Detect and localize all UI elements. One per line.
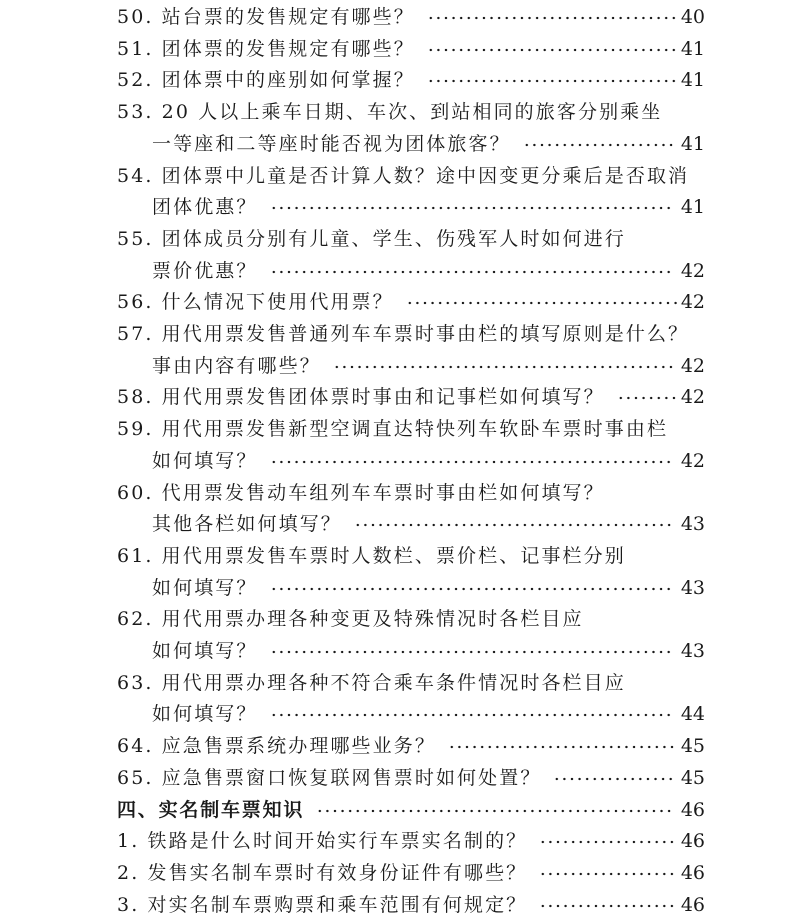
toc-line	[0, 763, 800, 795]
toc-line	[0, 541, 800, 573]
toc-dot-leader	[354, 523, 673, 527]
toc-line	[0, 604, 800, 636]
toc-line	[0, 129, 800, 161]
toc-dot-leader	[539, 872, 676, 876]
toc-dot-leader	[427, 48, 678, 52]
toc-page-number: 42	[680, 386, 705, 409]
toc-entry-text: 56. 什么情况下使用代用票？	[117, 291, 394, 314]
toc-entry-text: 52. 团体票中的座别如何掌握？	[117, 69, 415, 92]
toc-page-number: 46	[680, 861, 705, 884]
toc-entry-text: 61. 用代用票发售车票时人数栏、票价栏、记事栏分别	[117, 544, 626, 567]
toc-entry-text: 55. 团体成员分别有儿童、学生、伤残军人时如何进行	[117, 227, 626, 250]
toc-dot-leader	[406, 301, 680, 305]
toc-dot-leader	[270, 270, 673, 274]
toc-entry-text: 票价优惠？	[152, 259, 258, 282]
toc-page-number: 41	[680, 132, 705, 155]
toc-line	[0, 192, 800, 224]
toc-line	[0, 573, 800, 605]
toc-entry-text: 54. 团体票中儿童是否计算人数？途中因变更分乘后是否取消	[117, 164, 690, 187]
toc-line	[0, 65, 800, 97]
toc-entry-text: 51. 团体票的发售规定有哪些？	[117, 37, 415, 60]
toc-page-number: 43	[680, 513, 705, 536]
toc-dot-leader	[270, 587, 673, 591]
toc-page-number: 42	[680, 449, 705, 472]
toc-line	[0, 636, 800, 668]
toc-dot-leader	[316, 809, 673, 813]
toc-entry-text: 如何填写？	[152, 640, 258, 662]
toc-line	[0, 351, 800, 383]
toc-page-number: 45	[680, 766, 705, 789]
toc-line	[0, 2, 800, 34]
toc-dot-leader	[427, 79, 678, 83]
toc-line	[0, 858, 800, 890]
toc-line	[0, 826, 800, 858]
toc-line	[0, 256, 800, 288]
toc-page-number: 46	[680, 798, 705, 821]
toc-page-number: 41	[680, 196, 705, 219]
toc-dot-leader	[448, 745, 676, 749]
toc-entry-text: 57. 用代用票发售普通列车车票时事由栏的填写原则是什么？	[117, 323, 690, 345]
toc-entry-text: 62. 用代用票办理各种变更及特殊情况时各栏目应	[117, 608, 584, 631]
toc-line	[0, 795, 800, 827]
toc-entry-text: 团体优惠？	[152, 196, 258, 219]
toc-dot-leader	[333, 365, 675, 369]
toc-page-number: 41	[680, 69, 705, 92]
toc-entry-text: 如何填写？	[152, 576, 258, 599]
toc-page-number: 42	[680, 259, 705, 282]
toc-line	[0, 509, 800, 541]
toc-dot-leader	[270, 206, 673, 210]
toc-line	[0, 34, 800, 66]
toc-dot-leader	[427, 16, 678, 20]
toc-page-number: 43	[680, 640, 705, 662]
toc-heading-text: 四、实名制车票知识	[117, 798, 305, 821]
toc-entry-text: 一等座和二等座时能否视为团体旅客？	[152, 132, 511, 155]
toc-page-number: 42	[680, 354, 705, 377]
toc-entry-text: 如何填写？	[152, 703, 258, 726]
toc-line	[0, 224, 800, 256]
toc-entry-text: 65. 应急售票窗口恢复联网售票时如何处置？	[117, 766, 542, 789]
toc-entry-text: 其他各栏如何填写？	[152, 513, 342, 536]
toc-line	[0, 414, 800, 446]
toc-entry-text: 58. 用代用票发售团体票时事由和记事栏如何填写？	[117, 386, 605, 409]
toc-entry-text: 事由内容有哪些？	[152, 354, 321, 377]
toc-line	[0, 161, 800, 193]
toc-line	[0, 287, 800, 319]
toc-entry-text: 64. 应急售票系统办理哪些业务？	[117, 735, 436, 758]
toc-entry-text: 53. 20 人以上乘车日期、车次、到站相同的旅客分别乘坐	[117, 101, 663, 124]
toc-page-number: 42	[680, 291, 705, 314]
toc-page-number: 46	[680, 830, 705, 853]
toc-page-number: 41	[680, 37, 705, 60]
toc-page-number: 43	[680, 576, 705, 599]
toc-entry-text: 60. 代用票发售动车组列车车票时事由栏如何填写？	[117, 481, 605, 504]
toc-entry-text: 1. 铁路是什么时间开始实行车票实名制的？	[117, 830, 528, 853]
toc-line	[0, 382, 800, 414]
toc-entry-text: 59. 用代用票发售新型空调直达特快列车软卧车票时事由栏	[117, 418, 669, 441]
toc-line	[0, 446, 800, 478]
toc-dot-leader	[270, 460, 673, 464]
toc-page-number: 45	[680, 735, 705, 758]
toc-line	[0, 699, 800, 731]
toc-dot-leader	[523, 143, 675, 147]
toc-line	[0, 97, 800, 129]
toc-dot-leader	[270, 650, 673, 654]
toc-dot-leader	[553, 777, 675, 781]
toc-dot-leader	[617, 396, 678, 400]
toc-dot-leader	[539, 840, 676, 844]
toc-entry-text: 3. 对实名制车票购票和乘车范围有何规定？	[117, 893, 528, 916]
toc-line	[0, 668, 800, 700]
toc-line	[0, 890, 800, 921]
toc-line	[0, 731, 800, 763]
toc-dot-leader	[270, 713, 673, 717]
toc-page-number: 44	[680, 703, 705, 726]
toc-entry-text: 63. 用代用票办理各种不符合乘车条件情况时各栏目应	[117, 671, 626, 694]
toc-entry-text: 如何填写？	[152, 449, 258, 472]
toc-line	[0, 478, 800, 510]
toc-entry-text: 50. 站台票的发售规定有哪些？	[117, 6, 415, 28]
toc-entry-text: 2. 发售实名制车票时有效身份证件有哪些？	[117, 861, 528, 884]
toc-dot-leader	[539, 904, 676, 908]
toc-page-number: 40	[680, 6, 705, 28]
toc-line	[0, 319, 800, 351]
toc-page-number: 46	[680, 893, 705, 916]
